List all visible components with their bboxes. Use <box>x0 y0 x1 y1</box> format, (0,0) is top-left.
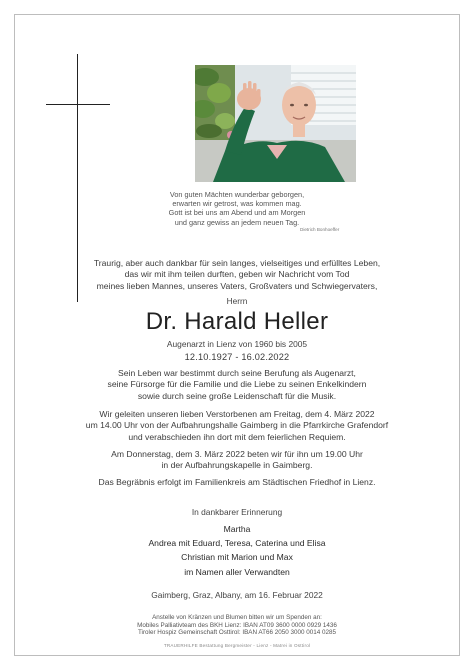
salutation: Herrn <box>226 296 248 306</box>
mourner-line: im Namen aller Verwandten <box>184 566 290 577</box>
life-line: sowie durch seine große Leidenschaft für die Musik. <box>137 390 337 401</box>
quote <box>0 190 474 227</box>
farewell-line: um 14.00 Uhr von der Aufbahrungshalle Gaimberg in die Pfarrkirche Grafendorf <box>85 420 389 431</box>
cross-horizontal <box>46 104 110 105</box>
mourner-line: Christian mit Marion und Max <box>181 552 293 563</box>
quote-line: und ganz gewiss an jedem neuen Tag. <box>174 217 300 227</box>
donation-line: Anstelle von Kränzen und Blumen bitten wir um Spenden an: <box>152 614 322 621</box>
quote-line: Gott ist bei uns am Abend und am Morgen <box>168 208 306 218</box>
farewell-text <box>0 409 474 443</box>
portrait-photo <box>195 65 356 182</box>
burial-text: Das Begräbnis erfolgt im Familienkreis am Städtischen Friedhof in Lienz. <box>98 477 376 487</box>
prayer-text <box>0 449 474 472</box>
prayer-line: Am Donnerstag, dem 3. März 2022 beten wir für ihn um 19.00 Uhr <box>111 449 363 459</box>
mourners-list <box>0 522 474 579</box>
intro-line: meines lieben Mannes, unseres Vaters, Großvaters und Schwiegervaters, <box>96 280 378 291</box>
donation-line: Tiroler Hospiz Gemeinschaft Osttirol: IBAN AT66 2050 3000 0014 0285 <box>137 629 337 637</box>
intro-line: Traurig, aber auch dankbar für sein langes, vielseitiges und erfülltes Leben, <box>93 258 381 268</box>
life-text <box>0 368 474 402</box>
deceased-role: Augenarzt in Lienz von 1960 bis 2005 <box>166 339 308 349</box>
intro-line: das wir mit ihm teilen durften, geben wir Nachricht vom Tod <box>124 269 350 280</box>
donation-line: Mobiles Palliativteam des BKH Lienz: IBAN AT09 3600 0000 0929 1436 <box>137 621 337 629</box>
farewell-line: Wir geleiten unseren lieben Verstorbenen am Freitag, dem 4. März 2022 <box>99 409 375 419</box>
life-line: Sein Leben war bestimmt durch seine Berufung als Augenarzt, <box>118 368 356 378</box>
place-date: Gaimberg, Graz, Albany, am 16. Februar 2022 <box>151 590 323 600</box>
quote-line: erwarten wir getrost, was kommen mag. <box>172 199 302 209</box>
prayer-line: in der Aufbahrungskapelle in Gaimberg. <box>161 460 313 471</box>
mourner-line: Martha <box>223 524 251 534</box>
donation-text <box>0 614 474 637</box>
mourner-line: Andrea mit Eduard, Teresa, Caterina und Elisa <box>148 538 326 549</box>
farewell-line: und verabschieden ihn dort mit dem feierlichen Requiem. <box>128 431 346 442</box>
deceased-name: Dr. Harald Heller <box>145 308 329 335</box>
deceased-dates: 12.10.1927 - 16.02.2022 <box>184 352 290 362</box>
life-line: seine Fürsorge für die Familie und die Liebe zu seinen Enkelkindern <box>107 379 367 390</box>
memory-heading: In dankbarer Erinnerung <box>191 507 283 517</box>
quote-line: Von guten Mächten wunderbar geborgen, <box>169 190 305 199</box>
undertaker-credit: TRAUERHILFE Bestattung Bergmeister - Lienz - Matrei in Osttirol <box>163 643 311 648</box>
intro-text <box>0 258 474 292</box>
quote-author: Dietrich Bonhoeffer <box>300 227 340 232</box>
